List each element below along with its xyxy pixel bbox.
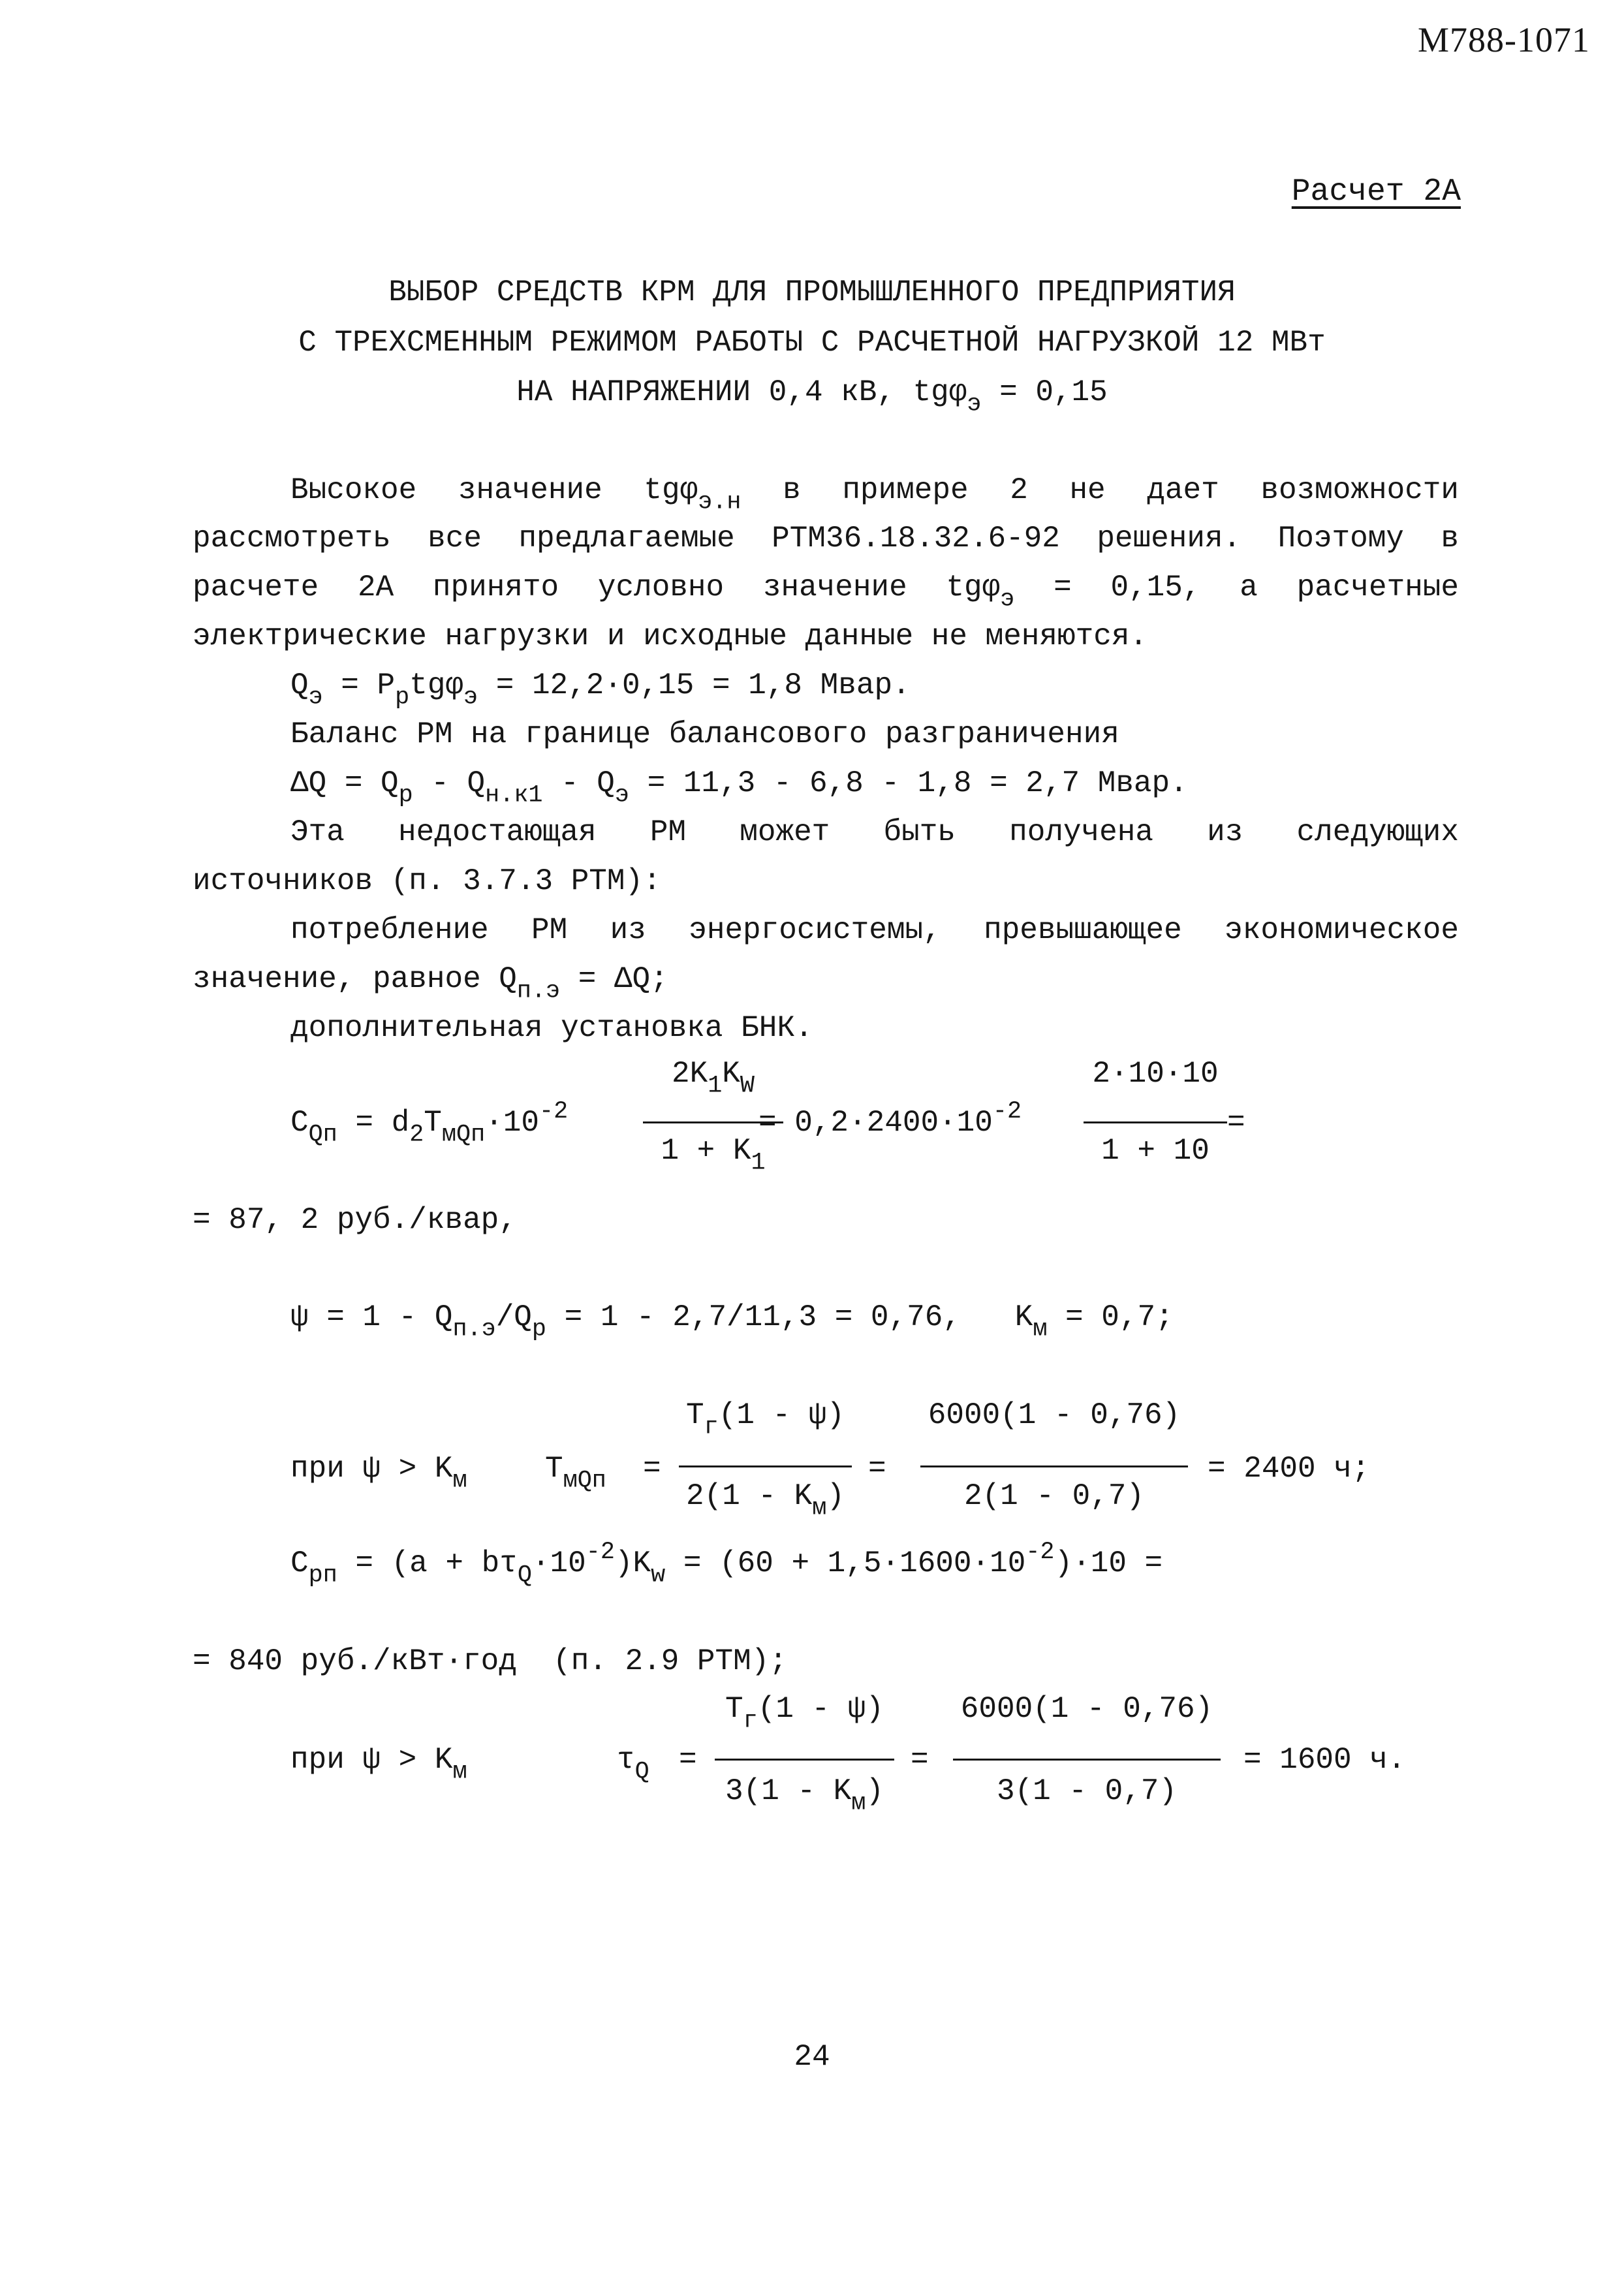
fraction-bar (1084, 1121, 1227, 1123)
formula-psi: $\psi = 1 - Q_{п.э}/Q_p = 1 - 2,7/11,3 = 0,76$, $K_м = 0,7$; (290, 1300, 1174, 1343)
fraction-numerator: 6000(1 - 0,76) (928, 1398, 1181, 1432)
formula-q-e: $Q_э = P_ptg\varphi_э = 12,2\cdot 0,15 = 1,8$ Мвар. (290, 668, 911, 712)
formula-t-mqp-result: = 2400 ч; (1208, 1452, 1370, 1486)
formula-t-mqp-condition: при $\psi > K_м$ (290, 1452, 467, 1495)
fraction-denominator: 3(1 - 0,7) (996, 1774, 1178, 1808)
fraction-numerator: 6000(1 - 0,76) (960, 1692, 1213, 1726)
title-line-3: НА НАПРЯЖЕНИИ 0,4 кВ, tgφ$_э$ = 0,15 (516, 375, 1108, 418)
formula-tau-q-eq2: = (911, 1743, 929, 1777)
calculation-label: Расчет 2А (1291, 174, 1461, 210)
page-number: 24 (794, 2040, 830, 2074)
sources-line-5: дополнительная установка БНК. (290, 1011, 813, 1045)
title-line-2: С ТРЕХСМЕННЫМ РЕЖИМОМ РАБОТЫ С РАСЧЕТНОЙ НАГРУЗКОЙ 12 МВт (298, 326, 1326, 360)
formula-c-qp-mid: = $0,2\cdot 2400\cdot 10^{-2}$ (758, 1097, 1022, 1140)
formula-delta-q: $\Delta Q = Q_p - Q_{н.к1} - Q_э = 11,3 - 6,8 - 1,8 = 2,7$ Мвар. (290, 766, 1188, 809)
formula-t-mqp-fraction-1 (679, 1398, 852, 1522)
sources-line-1: Эта недостающая РМ может быть получена из следующих (290, 815, 1459, 849)
fraction-denominator: 2(1 - 0,7) (963, 1479, 1145, 1513)
formula-c-rp-line: $C_{рп} = (a + b\tau_Q\cdot 10^{-2})K_w = (60 + 1,5\cdot 1600\cdot 10^{-2})\cdot 10$ = (290, 1538, 1163, 1590)
formula-c-qp-fraction-2 (1084, 1059, 1227, 1166)
formula-tau-q-condition: при $\psi > K_м$ (290, 1743, 467, 1786)
fraction-numerator: $T_г(1 - \psi)$ (686, 1398, 845, 1441)
formula-t-mqp-eq2: = (868, 1452, 886, 1486)
intro-line-2: рассмотреть все предлагаемые РТМ36.18.32.6-92 решения. Поэтому в (193, 522, 1459, 556)
fraction-bar (953, 1759, 1221, 1761)
formula-tau-q-fraction-2 (953, 1694, 1221, 1806)
title-line-1: ВЫБОР СРЕДСТВ КРМ ДЛЯ ПРОМЫШЛЕННОГО ПРЕДПРИЯТИЯ (388, 275, 1236, 309)
formula-c-qp-result: = 87, 2 руб./квар, (193, 1203, 517, 1237)
fraction-bar (715, 1759, 894, 1761)
fraction-bar (920, 1465, 1188, 1467)
fraction-bar (679, 1465, 852, 1467)
formula-c-qp-tail: = (1227, 1106, 1245, 1140)
balance-heading: Баланс РМ на границе балансового разграничения (290, 717, 1119, 751)
formula-c-rp-result: = 840 руб./кВт·год (п. 2.9 РТМ); (193, 1644, 787, 1678)
intro-line-3: расчете 2А принято условно значение tgφ$_э$ = 0,15, а расчетные (193, 571, 1460, 614)
intro-line-1: Высокое значение tgφ$_{э.н}$ в примере 2 не дает возможности (290, 473, 1460, 516)
fraction-numerator: 2·10·10 (1092, 1057, 1219, 1091)
fraction-denominator: $1 + K_1$ (661, 1134, 766, 1177)
sources-line-3: потребление РМ из энергосистемы, превышающее экономическое (290, 913, 1459, 947)
fraction-denominator: $3(1 - K_м)$ (725, 1774, 884, 1817)
fraction-numerator: $2K_1K_W$ (671, 1057, 755, 1100)
formula-t-mqp-lhs: $T_{мQп}$ (545, 1452, 606, 1495)
fraction-denominator: $2(1 - K_м)$ (686, 1479, 845, 1522)
formula-tau-q-fraction-1 (715, 1692, 894, 1817)
formula-tau-q-lhs: $\tau_Q$ (617, 1743, 649, 1786)
formula-t-mqp-eq: = (643, 1452, 661, 1486)
fraction-numerator: $T_г(1 - \psi)$ (725, 1692, 884, 1735)
formula-tau-q-result: = 1600 ч. (1243, 1743, 1406, 1777)
formula-t-mqp-fraction-2 (920, 1400, 1188, 1511)
sources-line-4: значение, равное $Q_{п.э} = \Delta Q$; (193, 962, 668, 1005)
intro-line-4: электрические нагрузки и исходные данные не меняются. (193, 619, 1148, 653)
formula-c-qp-lhs: $C_{Qп} = d_2T_{мQп}\cdot 10^{-2}$ (290, 1097, 569, 1149)
document-code: М788-1071 (1418, 20, 1590, 59)
sources-line-2: источников (п. 3.7.3 РТМ): (193, 864, 661, 898)
fraction-denominator: 1 + 10 (1101, 1134, 1210, 1168)
formula-tau-q-eq: = (679, 1743, 697, 1777)
